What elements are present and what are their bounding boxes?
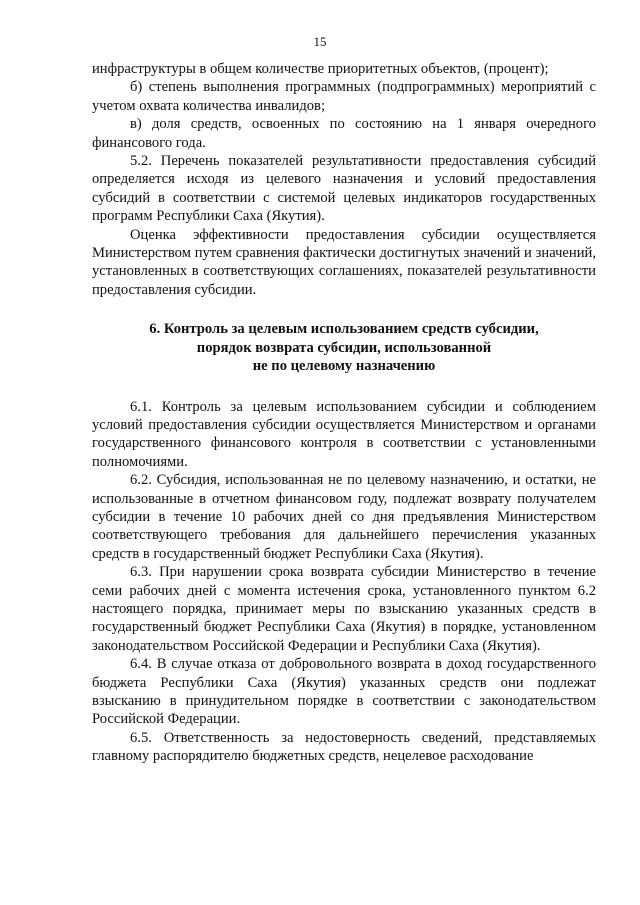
- paragraph-6-5: 6.5. Ответственность за недостоверность сведений, представляемых главному распорядителю бюджетных средств, нецелевое расходование: [92, 729, 596, 765]
- paragraph-6-4: 6.4. В случае отказа от добровольного возврата в доход государственного бюджета Республики Саха (Якутия) указанных средств они подлежат взысканию в принудительном порядке в соответствии с законодательством Российской Федерации.: [92, 656, 596, 728]
- section-6-heading-line: 6. Контроль за целевым использованием средств субсидии,: [149, 321, 539, 338]
- section-6-heading-line: порядок возврата субсидии, использованной: [196, 339, 492, 356]
- paragraph-5-1-c: в) доля средств, освоенных по состоянию на 1 января очередного финансового года.: [92, 116, 596, 151]
- section-6-heading: [92, 320, 596, 375]
- paragraph-5-2: 5.2. Перечень показателей результативности предоставления субсидий определяется исходя из целевого назначения и условий предоставления субсидий в соответствии с системой целевых индикаторов государственных программ Республики Саха (Якутия).: [92, 153, 596, 225]
- paragraph-6-2: 6.2. Субсидия, использованная не по целевому назначению, и остатки, не использованные в отчетном финансовом году, подлежат возврату получателем субсидии в течение 10 рабочих дней со дня предъявления Министерством соответствующего требования для дальнейшего перечисления указанных средств в государственный бюджет Республики Саха (Якутия).: [92, 472, 596, 562]
- section-6-heading-line: не по целевому назначению: [252, 358, 436, 375]
- document-body: [92, 60, 596, 766]
- page-number: 15: [313, 34, 327, 49]
- paragraph-6-1: 6.1. Контроль за целевым использованием субсидии и соблюдением условий предоставления субсидии осуществляется Министерством и органами государственного финансового контроля в соответствии с установленными полномочиями.: [92, 398, 596, 470]
- paragraph-evaluation: Оценка эффективности предоставления субсидии осуществляется Министерством путем сравнения фактически достигнутых значений и значений, установленных в соответствующих соглашениях, показателей результативности предоставления субсидии.: [92, 226, 596, 298]
- paragraph-5-1-a-continuation: инфраструктуры в общем количестве приоритетных объектов, (процент);: [92, 61, 549, 77]
- paragraph-6-3: 6.3. При нарушении срока возврата субсидии Министерство в течение семи рабочих дней с момента истечения срока, установленного пунктом 6.2 настоящего порядка, принимает меры по взысканию указанных средств в государственный бюджет Республики Саха (Якутия) в порядке, установленном законодательством Российской Федерации и Республики Саха (Якутия).: [92, 564, 596, 654]
- paragraph-5-1-b: б) степень выполнения программных (подпрограммных) мероприятий с учетом охвата количества инвалидов;: [92, 79, 596, 114]
